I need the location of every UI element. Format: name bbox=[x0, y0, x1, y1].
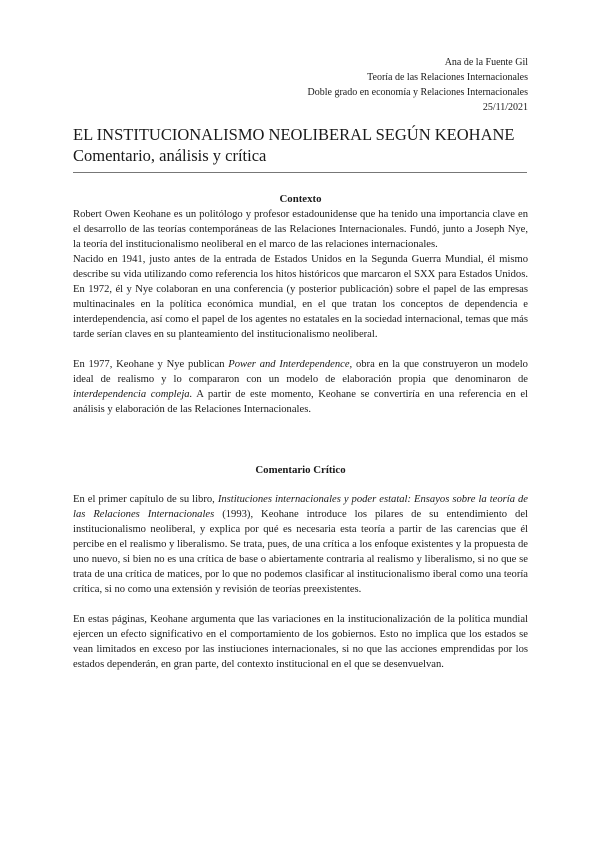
concept-term: interdependencia compleja. bbox=[73, 389, 193, 400]
document-header bbox=[308, 55, 528, 115]
section-heading-contexto: Contexto bbox=[279, 193, 322, 205]
paragraph-text: obra en la que construyeron un modelo ideal de realismo y lo compararon con un modelo de elaboración propia que denominaron de bbox=[73, 359, 528, 385]
paragraph-text: En 1977, Keohane y Nye publican bbox=[73, 359, 229, 370]
paragraph-text: En el primer capítulo de su libro, bbox=[73, 494, 218, 505]
author-name: Ana de la Fuente Gil bbox=[444, 57, 528, 68]
paragraph bbox=[73, 612, 528, 672]
document-body bbox=[73, 192, 528, 672]
paragraph-text: (1993), Keohane introduce los pilares de su entendimiento del institucionalismo neoliberal, y explica por qué es necesaria esta teoría a partir de las carencias que él percibe en el realismo y liberalismo. Se trata, pues, de una crítica a los enfoque existentes y la propuesta de uno nuevo, si bien no es una crítica de base o abiertamente contraria al realismo y liberalismo, si no que se trata de una crítica de matices, por lo que no podemos clasificar al institucionalismo iberal como una teoría crítica, si no como una extensión y revisión de teorías preexistentes. bbox=[73, 509, 528, 595]
book-title: Instituciones internacionales y poder estatal: Ensayos sobre la teoría de las Relaciones Internacionales bbox=[73, 494, 528, 520]
degree-name: Doble grado en economía y Relaciones Internacionales bbox=[307, 87, 528, 98]
document-title-block bbox=[73, 124, 514, 166]
paragraph bbox=[73, 492, 528, 597]
paragraph-text: A partir de este momento, Keohane se convertiría en una referencia en el análisis y elaboración de las Relaciones Internacionales. bbox=[73, 389, 528, 415]
document-date: 25/11/2021 bbox=[482, 102, 528, 113]
paragraph bbox=[73, 357, 528, 417]
title-divider bbox=[73, 172, 527, 173]
paragraph-text: Nacido en 1941, justo antes de la entrada de Estados Unidos en la Segunda Guerra Mundial, él mismo describe su vida utilizando como referencia los hitos históricos que marcaron el SXX para Estados Unidos. En 1972, él y Nye colaboran en una conferencia (y posterior publicación) sobre el papel de las empresas multinacinales en la política económica mundial, en el que tratan los conceptos de dependencia e interdependencia, así como el papel de los agentes no estatales en la sociedad internacional, temas que más tarde serían claves en su planteamiento del institucionalismo neoliberal. bbox=[73, 254, 528, 340]
page-subtitle: Comentario, análisis y crítica bbox=[73, 146, 267, 165]
page-title: EL INSTITUCIONALISMO NEOLIBERAL SEGÚN KEOHANE bbox=[73, 125, 515, 144]
book-title: Power and Interdependence, bbox=[228, 359, 353, 370]
paragraph bbox=[73, 252, 528, 342]
section-heading-comentario: Comentario Crítico bbox=[255, 464, 346, 476]
paragraph-text: Robert Owen Keohane es un politólogo y profesor estadounidense que ha tenido una importancia clave en el desarrollo de las teorías contemporáneas de las Relaciones Internacionales. Fundó, junto a Joseph Nye, la teoría del institucionalismo neoliberal en el marco de las relaciones internacionales. bbox=[73, 209, 528, 250]
course-name: Teoría de las Relaciones Internacionales bbox=[367, 72, 528, 83]
paragraph bbox=[73, 207, 528, 252]
paragraph-text: En estas páginas, Keohane argumenta que las variaciones en la institucionalización de la política mundial ejercen un efecto significativo en el comportamiento de los gobiernos. Esto no implica que los estados se vean limitados en exceso por las instiuciones internacionales, si no que las acciones emprendidas por los estados dependerán, en gran parte, del contexto institucional en el que se desenvuelvan. bbox=[73, 614, 528, 670]
